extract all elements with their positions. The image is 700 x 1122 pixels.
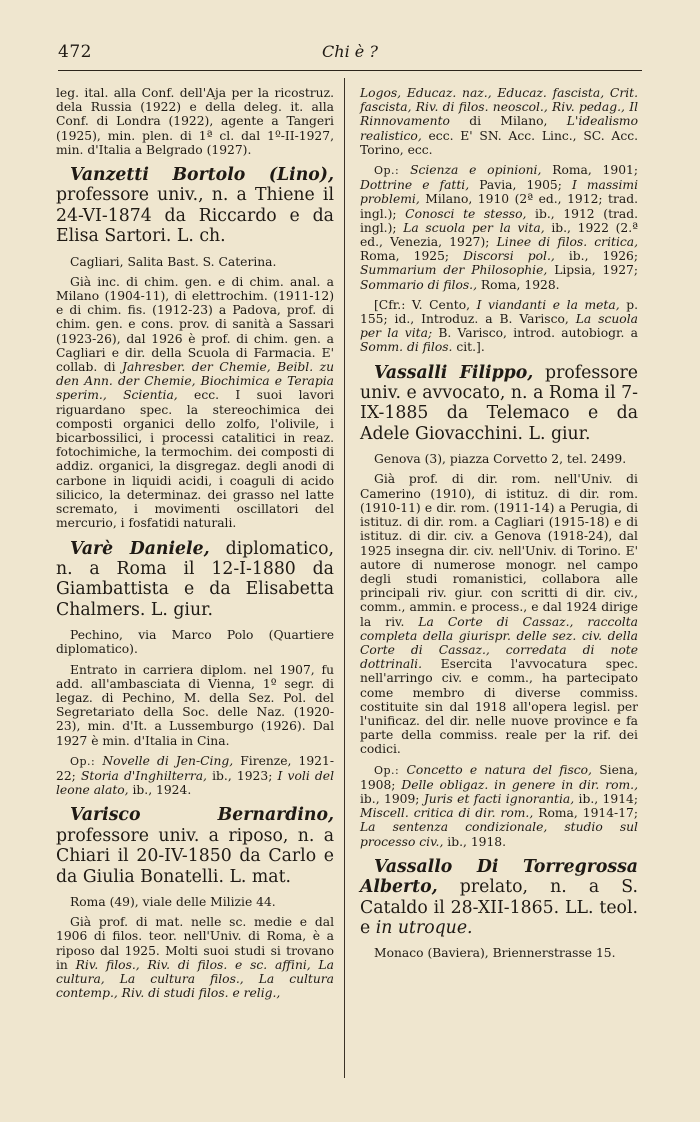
work-title: Scienza e opinioni, bbox=[410, 163, 542, 178]
work-title: Juris et facti ignorantia, bbox=[423, 791, 575, 806]
work-info: Milano, 1910 (2ª ed., 1912; trad. ingl.); bbox=[360, 192, 638, 221]
work-title: La scuola per la vita, bbox=[403, 220, 545, 235]
page-number: 472 bbox=[58, 42, 92, 62]
bio-text: ecc. E' SN. Acc. Linc., SC. Acc. Torino, ecc. bbox=[360, 128, 638, 157]
bio-text: Già prof. di dir. rom. nell'Univ. di Camerino (1910), di istituz. di dir. rom. (1910-11) e dir. rom. (1911-14) a Perugia, di istituz. di dir. rom. a Cagliari (1915-18) e di istituz. di dir. civ. a Genova (1918-24), dal 1925 insegna dir. civ. nell'Univ. di Torino. E' autore di numerose monogr. nel campo degli studi romanistici, collabora alle principali riv. giur. con scritti di dir. civ., comm., ammin. e process., e dal 1924 dirige la riv. bbox=[360, 472, 638, 629]
work-info: ib., 1912 (trad. ingl.); bbox=[360, 206, 638, 235]
header-rule bbox=[58, 70, 642, 71]
entry-head-text: professore univ. e avvocato, n. a Roma il 7-IX-1885 da Telemaco e da Adele Giovacchini. L. giur. bbox=[360, 362, 638, 444]
bio-text: Già inc. di chim. gen. e di chim. anal. a Milano (1904-11), di elettrochim. (1911-12) e di chim. fis. (1912-23) a Padova, prof. di chim. gen. e cons. prov. di sanità a Sassari (1923-26), dal 1926 è prof. di chim. gen. a Cagliari e dir. della Scuola di Farmacia. E' collab. di bbox=[56, 274, 334, 375]
work-title: Sommario di filos., bbox=[360, 277, 477, 292]
entry-biography bbox=[56, 275, 334, 531]
work-title: Dottrine e fatti, bbox=[360, 178, 470, 193]
entry-heading-varisco bbox=[56, 805, 334, 887]
entry-works bbox=[360, 763, 638, 849]
entry-heading-vassalli bbox=[360, 363, 638, 445]
ref-text: p. 155; id., Introduz. a B. Varisco, bbox=[360, 297, 638, 327]
entry-name: Varè Daniele, bbox=[70, 538, 210, 559]
entry-name: Vassallo Di Torregrossa Alberto, bbox=[360, 856, 638, 898]
works-label: Op.: bbox=[70, 754, 96, 768]
works-label: Op.: bbox=[374, 763, 400, 777]
right-column bbox=[360, 86, 638, 967]
work-title: Concetto e natura del fisco, bbox=[406, 762, 592, 777]
entry-address: Monaco (Baviera), Briennerstrasse 15. bbox=[374, 946, 616, 961]
entry-head-text: professore univ., n. a Thiene il 24-VI-1874 da Riccardo e da Elisa Sartori. L. ch. bbox=[56, 185, 334, 247]
entry-biography: Entrato in carriera diplom. nel 1907, fu add. all'ambasciata di Vienna, 1º segr. di legaz. di Pechino, M. della Sez. Pol. del Segretariato della Soc. delle Naz. (1920-23), min. d'It. a Lussemburgo (1926). Dal 1927 è min. d'Italia in Cina. bbox=[56, 662, 334, 748]
ref-title: La scuola per la vita; bbox=[360, 312, 638, 341]
works-label: Op.: bbox=[374, 164, 400, 178]
ref-title: I viandanti e la meta, bbox=[476, 297, 620, 312]
entry-name: Varisco Bernardino, bbox=[70, 805, 334, 826]
work-title: I voli del leone alato, bbox=[56, 768, 334, 798]
work-info: ib., 1922 (2.ª ed., Venezia, 1927); bbox=[360, 220, 638, 250]
work-title: Conosci te stesso, bbox=[405, 206, 527, 221]
entry-heading-vanzetti bbox=[56, 165, 334, 247]
continued-entry-text bbox=[360, 86, 638, 157]
work-info: Roma, 1914-17; bbox=[533, 806, 638, 821]
entry-head-text: diplomatico, n. a Roma il 12-I-1880 da Giambattista e da Elisabetta Chalmers. L. giur. bbox=[56, 538, 334, 620]
work-title: Novelle di Jen-Cing, bbox=[102, 753, 234, 768]
entry-references bbox=[360, 298, 638, 355]
work-info: ib., 1918. bbox=[443, 834, 507, 849]
ref-title: Somm. di filos. bbox=[360, 340, 453, 355]
work-info: Roma, 1928. bbox=[476, 277, 560, 292]
bio-italic: Logos, Educaz. naz., Educaz. fascista, Crit. fascista, Riv. di filos. neoscol., Riv. pedag., Il Rinnovamento bbox=[360, 86, 638, 129]
entry-name: Vassalli Filippo, bbox=[374, 362, 534, 383]
work-info: ib., 1914; bbox=[574, 791, 638, 806]
bio-text: Esercita l'avvocatura spec. nell'arringo civ. e comm., ha partecipato come membro di diverse commiss. costituite sin dal 1918 all'opera legisl. per l'unificaz. del dir. nelle nuove province e fa parte della commiss. reale per la rif. dei codici. bbox=[360, 657, 638, 757]
entry-works bbox=[56, 754, 334, 798]
bio-italic: La Corte di Cassaz., raccolta completa della giurispr. delle sez. civ. della Corte di Cassaz., corredata di note dottrinali. bbox=[360, 614, 638, 672]
work-title: Summarium der Philosophie, bbox=[360, 263, 548, 278]
bio-italic: Jahresber. der Chemie, Beibl. zu den Ann. der Chemie, Biochimica e Terapia sperim., Scientia, bbox=[56, 360, 334, 403]
work-title: Storia d'Inghilterra, bbox=[80, 768, 207, 783]
work-info: ib., 1924. bbox=[128, 783, 192, 798]
bio-text: di Milano, bbox=[449, 114, 567, 129]
work-info: Lipsia, 1927; bbox=[547, 263, 638, 278]
entry-address: Roma (49), viale delle Milizie 44. bbox=[70, 894, 276, 909]
entry-address: Genova (3), piazza Corvetto 2, tel. 2499. bbox=[374, 452, 627, 467]
entry-address: Pechino, via Marco Polo (Quartiere diplomatico). bbox=[56, 628, 334, 657]
bio-italic: L'idealismo realistico, bbox=[360, 114, 638, 143]
work-info: ib., 1926; bbox=[554, 249, 638, 264]
entry-works bbox=[360, 163, 638, 292]
work-info: ib., 1909; bbox=[360, 791, 424, 806]
running-title: Chi è ? bbox=[322, 42, 378, 61]
work-title: Discorsi pol., bbox=[463, 249, 555, 264]
ref-text: B. Varisco, introd. autobiogr. a bbox=[432, 326, 638, 341]
continued-entry-text: leg. ital. alla Conf. dell'Aja per la ricostruz. dela Russia (1922) e della deleg. it. alla Conf. di Londra (1922), agente a Tangeri (1925), min. plen. di 1ª cl. dal 1º-II-1927, min. d'Italia a Belgrado (1927). bbox=[56, 86, 334, 157]
entry-address: Cagliari, Salita Bast. S. Caterina. bbox=[70, 254, 277, 269]
ref-text: cit.]. bbox=[452, 340, 485, 355]
work-info: Roma, 1925; bbox=[360, 249, 464, 264]
column-separator bbox=[344, 78, 345, 1078]
work-info: Siena, 1908; bbox=[360, 762, 639, 792]
work-info: Roma, 1901; bbox=[541, 163, 638, 178]
work-title: I massimi problemi, bbox=[360, 178, 639, 207]
entry-biography bbox=[360, 472, 638, 756]
work-info: Firenze, 1921-22; bbox=[56, 753, 334, 783]
left-column bbox=[56, 86, 334, 1006]
entry-heading-vassallo bbox=[360, 857, 638, 939]
work-info: Pavia, 1905; bbox=[469, 178, 572, 193]
entry-head-italic: in utroque. bbox=[375, 917, 473, 938]
entry-name: Vanzetti Bortolo (Lino), bbox=[70, 165, 334, 186]
bio-italic: Riv. filos., Riv. di filos. e sc. affini, La cultura, La cultura filos., La cultura contemp., Riv. di studi filos. e relig., bbox=[56, 957, 335, 1001]
bio-text: Già prof. di mat. nelle sc. medie e dal 1906 di filos. teor. nell'Univ. di Roma, è a riposo dal 1925. Molti suoi studi si trovano in bbox=[56, 915, 334, 972]
bio-text: ecc. I suoi lavori riguardano spec. la stereochimica dei composti organici dello zolfo, l'olivile, i bicarbossilici, i processi catalitici in reaz. fotochimiche, la termochim. dei composti di addiz. organici, la disgregaz. degli anodi di carbone in liquidi acidi, i coaguli di acido silicico, la determinaz. dei grasso nel latte scremato, i movimenti oscillatori del mercurio, i fosfatidi naturali. bbox=[56, 388, 334, 531]
work-title: Delle obligaz. in genere in dir. rom., bbox=[401, 777, 638, 792]
entry-head-text: professore univ. a riposo, n. a Chiari il 20-IV-1850 da Carlo e da Giulia Bonatelli. L. mat. bbox=[56, 825, 334, 887]
work-title: Linee di filos. critica, bbox=[496, 235, 638, 250]
entry-biography bbox=[56, 915, 334, 1000]
ref-text: [Cfr.: V. Cento, bbox=[374, 297, 477, 312]
page-header bbox=[58, 40, 642, 68]
work-title: La sentenza condizionale, studio sul processo civ., bbox=[360, 820, 638, 849]
work-title: Miscell. critica di dir. rom., bbox=[360, 806, 534, 821]
work-info: ib., 1923; bbox=[206, 768, 278, 783]
entry-heading-vare bbox=[56, 539, 334, 621]
entry-head-text: prelato, n. a S. Cataldo il 28-XII-1865. LL. teol. e bbox=[360, 877, 638, 938]
